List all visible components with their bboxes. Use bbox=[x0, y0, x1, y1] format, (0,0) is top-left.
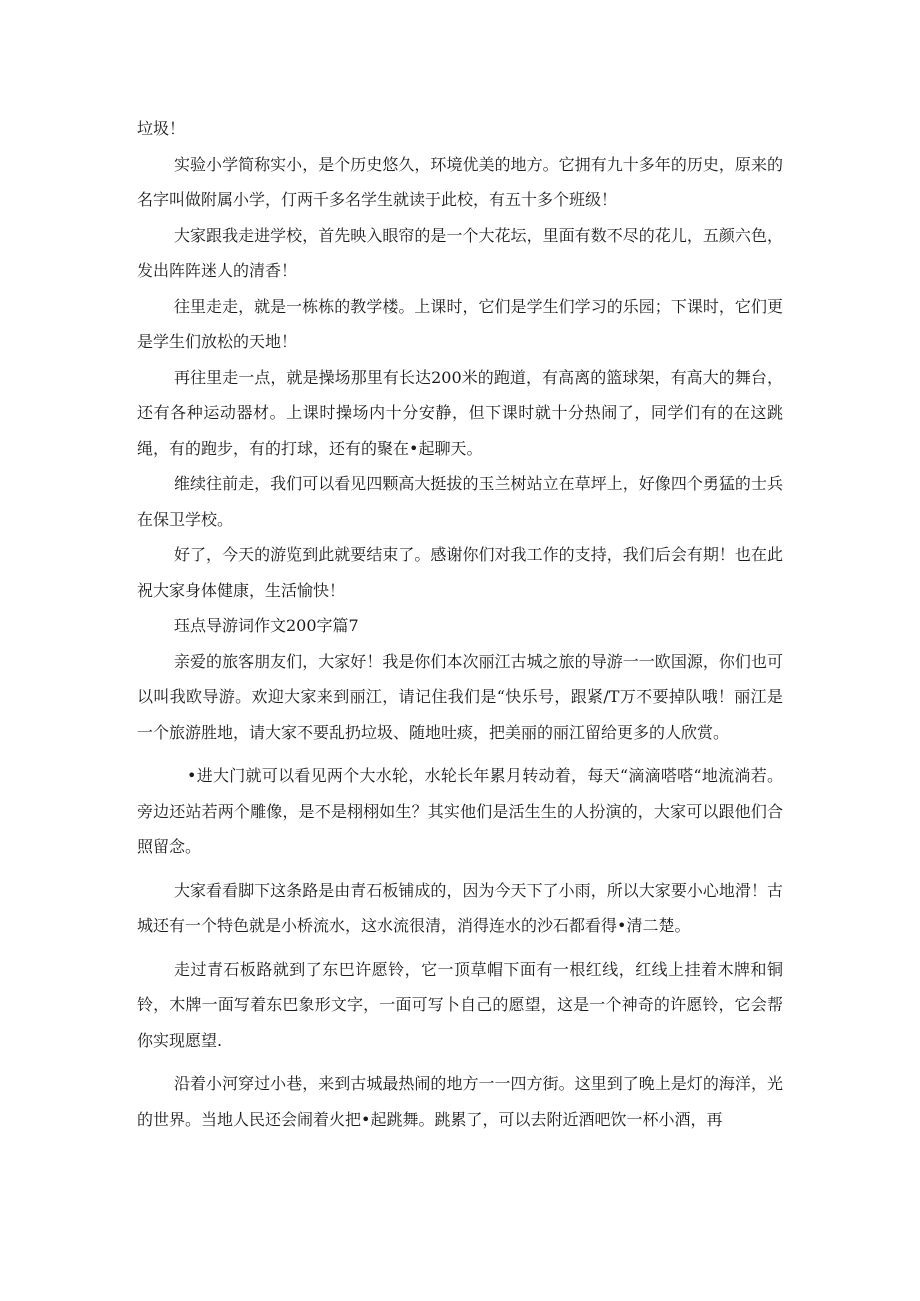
paragraph-12: 沿着小河穿过小巷，来到古城最热闹的地方一一四方街。这里到了晚上是灯的海洋，光的世界。当地人民还会闹着火把•起跳舞。跳累了，可以去附近酒吧饮一杯小酒，再 bbox=[137, 1074, 783, 1129]
paragraph-9: •进大门就可以看见两个大水轮，水轮长年累月转动着，每天“滴滴嗒嗒“地流淌若。旁边还站若两个雕像，是不是栩栩如生？其实他们是活生生的人扮演的，大家可以跟他们合照留念。 bbox=[137, 766, 783, 856]
paragraph-11: 走过青石板路就到了东巴许愿铃，它一顶草帽下面有一根红线，红线上挂着木牌和铜铃，木牌一面写着东巴象形文字，一面可写卜自己的愿望，这是一个神奇的许愿铃，它会帮你实现愿望. bbox=[137, 959, 783, 1050]
paragraph-2: 实验小学简称实小，是个历史悠久，环境优美的地方。它拥有九十多年的历史，原来的名字叫做附属小学，仃两千多名学生就读于此校，有五十多个班级！ bbox=[137, 154, 783, 209]
paragraph-3: 大家跟我走进学校，首先映入眼帘的是一个大花坛，里面有数不尽的花儿，五颜六色，发出阵阵迷人的清香！ bbox=[137, 225, 783, 280]
paragraph-6: 维续往前走，我们可以看见四颗高大挺拔的玉兰树站立在草坪上，好像四个勇猛的士兵在保卫学校。 bbox=[137, 474, 783, 529]
paragraph-7: 好了，今天的游览到此就要结束了。感谢你们对我工作的支持，我们后会有期！也在此祝大家身体健康，生活愉快！ bbox=[137, 545, 783, 600]
paragraph-1: 垃圾！ bbox=[137, 119, 186, 138]
section-heading: 珏点导游词作文200字篇7 bbox=[174, 616, 359, 635]
paragraph-5: 再往里走一点，就是操场那里有长达200米的跑道，有高离的篮球架，有高大的舞台，还有各种运动器材。上课时操场内十分安静，但下课时就十分热闹了，同学们有的在这跳绳，有的跑步，有的打球，还有的聚在•起聊天。 bbox=[137, 367, 783, 458]
document-body bbox=[137, 111, 783, 1137]
paragraph-4: 往里走走，就是一栋栋的教学楼。上课时，它们是学生们学习的乐园；下课时，它们更是学生们放松的天地！ bbox=[137, 296, 783, 351]
paragraph-10: 大家看看脚下这条路是由青石板铺成的，因为今天下了小雨，所以大家要小心地滑！古城还有一个特色就是小桥流水，这水流很清，消得连水的沙石都看得•清二楚。 bbox=[137, 880, 783, 935]
paragraph-8: 亲爱的旅客朋友们，大家好！我是你们本次丽江古城之旅的导游一一欧国源，你们也可以叫我欧导游。欢迎大家来到丽江，请记住我们是“快乐号，跟紧/T万不要掉队哦！丽江是一个旅游胜地，请大家不要乱扔垃圾、随地吐痰，把美丽的丽江留给更多的人欣赏。 bbox=[137, 651, 783, 742]
